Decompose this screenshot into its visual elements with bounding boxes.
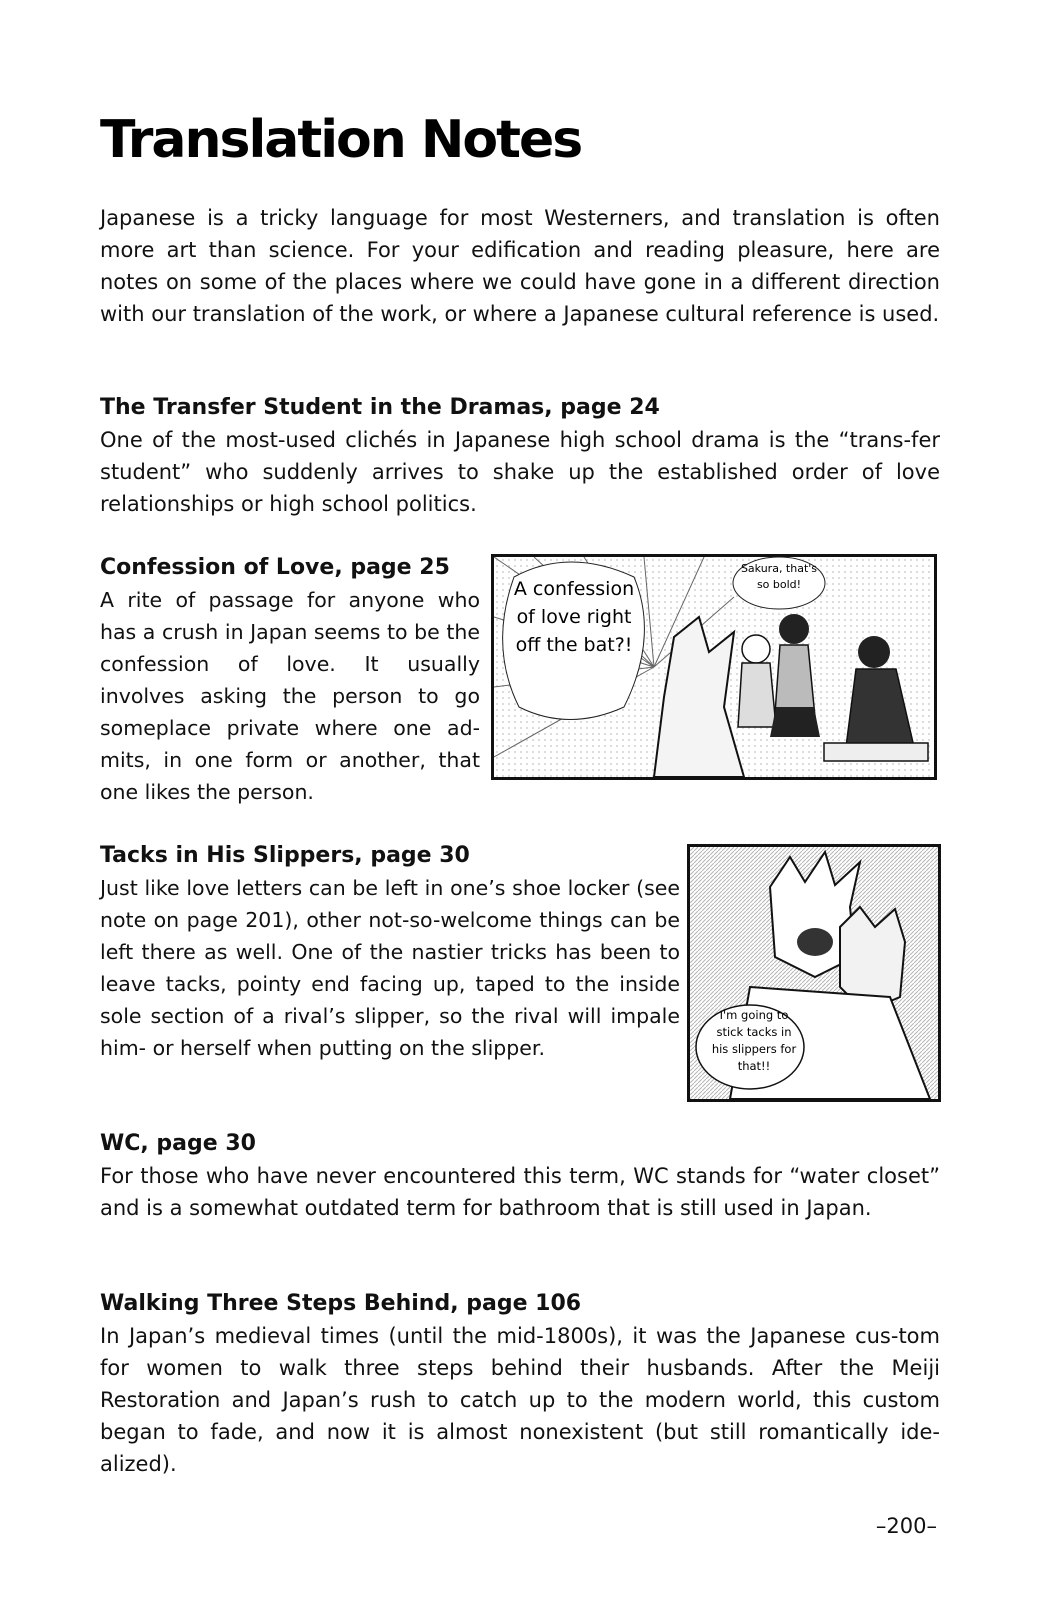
speech-bubble-main: A confession of love right off the bat?!	[513, 578, 635, 656]
note-body: For those who have never encountered this term, WC stands for “water closet” and is a somewhat outdated term for bathroom that is still used in Japan.	[100, 1164, 940, 1220]
note-heading: The Transfer Student in the Dramas, page 24	[100, 395, 660, 420]
manga-panel-confession	[491, 554, 937, 780]
page-title: Translation Notes	[100, 110, 582, 170]
note-tacks-in-slippers	[100, 840, 680, 1064]
note-heading: WC, page 30	[100, 1131, 256, 1156]
intro-paragraph: Japanese is a tricky language for most Westerners, and translation is often more art than science. For your edification and reading pleasure, here are notes on some of the places where we could have gone in a different direction with our translation of the work, or where a Japanese cultural reference is used.	[100, 206, 940, 326]
note-body: A rite of passage for anyone who has a crush in Japan seems to be the confession of love. It usually involves asking the person to go someplace private where one ad-mits, in one form or another, that one likes the person.	[100, 588, 480, 804]
note-body: One of the most-used clichés in Japanese high school drama is the “trans-fer student” who suddenly arrives to shake up the established order of love relationships or high school politics.	[100, 428, 940, 516]
speech-bubble-side: Sakura, that's so bold!	[740, 562, 818, 591]
page-number: –200–	[875, 1514, 937, 1538]
note-heading: Walking Three Steps Behind, page 106	[100, 1291, 582, 1316]
note-body: In Japan’s medieval times (until the mid-1800s), it was the Japanese cus-tom for women to walk three steps behind their husbands. After the Meiji Restoration and Japan’s rush to catch up to the modern world, this custom began to fade, and now it is almost nonexistent (but still romantically ide-alized).	[100, 1324, 940, 1476]
note-walking-three-steps	[100, 1288, 940, 1480]
note-transfer-student	[100, 392, 940, 520]
note-confession-of-love	[100, 552, 480, 808]
manga-panel-tacks	[687, 844, 941, 1102]
speech-bubble-tacks: I'm going to stick tacks in his slippers for that!!	[711, 1008, 797, 1073]
note-body: Just like love letters can be left in one’s shoe locker (see note on page 201), other not-so-welcome things can be left there as well. One of the nastier tricks has been to leave tacks, pointy end facing up, taped to the inside sole section of a rival’s slipper, so the rival will impale him- or herself when putting on the slipper.	[100, 876, 680, 1060]
note-heading: Confession of Love, page 25	[100, 555, 450, 580]
note-wc	[100, 1128, 940, 1224]
note-heading: Tacks in His Slippers, page 30	[100, 843, 470, 868]
